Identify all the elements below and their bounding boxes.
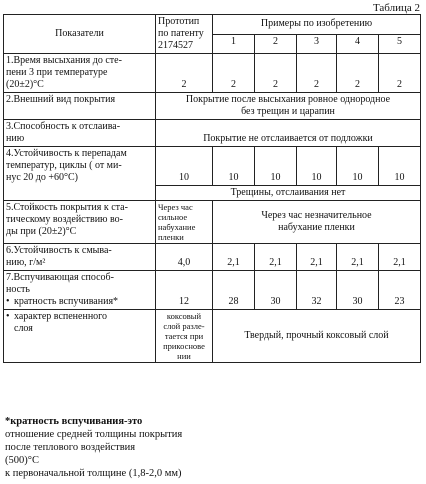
value-cell: 2,1 bbox=[337, 244, 379, 271]
row-label: 5.Стойкость покрытия к ста- тическому воздействию во- ды при (20±2)°С bbox=[4, 201, 156, 244]
row-label: • характер вспененного слоя bbox=[4, 310, 156, 363]
row-label: 3.Способность к отслаива- нию bbox=[4, 120, 156, 147]
row-label: 7.Вспучивающая способ- ность • кратность вспучивания* bbox=[4, 271, 156, 310]
footnote-line: (500)°С bbox=[5, 455, 39, 466]
value-cell: 2 bbox=[297, 54, 337, 93]
value-cell: 10 bbox=[297, 147, 337, 186]
proto-value: коксовый слой разле- тается при прикоснове нии bbox=[156, 310, 213, 363]
row-label: 4.Устойчивость к перепадам температур, циклы ( от ми- нус 20 до +60°С) bbox=[4, 147, 156, 201]
value-cell: 23 bbox=[379, 271, 421, 310]
footnote-line: к первоначальной толщине (1,8-2,0 мм) bbox=[5, 468, 182, 479]
merged-value: Твердый, прочный коксовый слой bbox=[213, 310, 421, 363]
table-row bbox=[4, 310, 421, 363]
value-cell: 32 bbox=[297, 271, 337, 310]
table-row bbox=[4, 244, 421, 271]
header-num: 1 bbox=[213, 34, 255, 54]
table-row bbox=[4, 93, 421, 120]
value-cell: 2,1 bbox=[255, 244, 297, 271]
row-label: 1.Время высыхания до сте- пени 3 при температуре (20±2)°С bbox=[4, 54, 156, 93]
value-cell: 2 bbox=[213, 54, 255, 93]
table-row bbox=[4, 201, 421, 244]
merged-value: Покрытие не отслаивается от подложки bbox=[156, 120, 421, 147]
footnote-line: *кратность вспучивания-это bbox=[5, 416, 143, 427]
proto-value: 2 bbox=[156, 54, 213, 93]
footnote bbox=[5, 415, 182, 480]
header-param: Показатели bbox=[4, 15, 156, 54]
value-cell: 10 bbox=[213, 147, 255, 186]
value-cell: 28 bbox=[213, 271, 255, 310]
row-label: 2.Внешний вид покрытия bbox=[4, 93, 156, 120]
value-cell: 10 bbox=[255, 147, 297, 186]
value-cell: 2 bbox=[337, 54, 379, 93]
value-cell: 2 bbox=[379, 54, 421, 93]
table-row bbox=[4, 120, 421, 147]
header-prototype: Прототип по патенту 2174527 bbox=[156, 15, 213, 54]
value-cell: 2 bbox=[255, 54, 297, 93]
proto-value: Через час сильное набухание пленки bbox=[156, 201, 213, 244]
value-cell: 30 bbox=[337, 271, 379, 310]
header-num: 5 bbox=[379, 34, 421, 54]
properties-table bbox=[3, 14, 421, 363]
proto-value: 10 bbox=[156, 147, 213, 186]
proto-value: 4,0 bbox=[156, 244, 213, 271]
table-row bbox=[4, 54, 421, 93]
value-cell: 2,1 bbox=[379, 244, 421, 271]
table-caption: Таблица 2 bbox=[372, 2, 420, 14]
header-num: 3 bbox=[297, 34, 337, 54]
footnote-line: отношение средней толщины покрытия bbox=[5, 429, 183, 440]
merged-value: Через час незначительное набухание пленки bbox=[213, 201, 421, 244]
value-cell: 10 bbox=[337, 147, 379, 186]
merged-value: Покрытие после высыхания ровное однородное без трещин и царапин bbox=[156, 93, 421, 120]
table-row bbox=[4, 271, 421, 310]
merged-note: Трещины, отслаивания нет bbox=[156, 186, 421, 201]
value-cell: 2,1 bbox=[213, 244, 255, 271]
value-cell: 2,1 bbox=[297, 244, 337, 271]
value-cell: 10 bbox=[379, 147, 421, 186]
header-num: 4 bbox=[337, 34, 379, 54]
row-label: 6.Устойчивость к смыва- нию, г/м² bbox=[4, 244, 156, 271]
header-row bbox=[4, 15, 421, 35]
header-examples: Примеры по изобретению bbox=[213, 15, 421, 35]
table-row bbox=[4, 147, 421, 186]
proto-value: 12 bbox=[156, 271, 213, 310]
footnote-line: после теплового воздействия bbox=[5, 442, 136, 453]
header-num: 2 bbox=[255, 34, 297, 54]
value-cell: 30 bbox=[255, 271, 297, 310]
